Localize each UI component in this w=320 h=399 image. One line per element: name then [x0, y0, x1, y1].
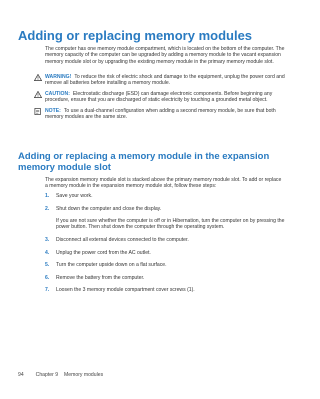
step-text: Save your work.	[56, 193, 93, 199]
step-number: 5.	[45, 262, 50, 268]
step-text: Remove the battery from the computer.	[56, 275, 145, 281]
step-number: 7.	[45, 287, 50, 293]
step-subtext: If you are not sure whether the computer is off or in Hibernation, turn the computer on by pressing the power button. Then shut down the computer through the operating system.	[56, 218, 285, 231]
step-text: Unplug the power cord from the AC outlet.	[56, 250, 151, 256]
caution-icon	[34, 91, 42, 98]
chapter-label: Chapter 9	[35, 372, 59, 378]
section-title: Adding or replacing a memory module in the expansion memory module slot	[18, 151, 270, 173]
page-number: 94	[18, 372, 24, 378]
intro-paragraph: The computer has one memory module compartment, which is located on the bottom of the computer. The memory capacity of the computer can be upgraded by adding a memory module to the vacant expansion memory module slot or by upgrading the existing memory module in the primary memory module slot.	[45, 46, 285, 65]
warning-label: WARNING!	[45, 74, 72, 80]
step-number: 1.	[45, 193, 50, 199]
note-label: NOTE:	[45, 108, 61, 114]
step-number: 6.	[45, 275, 50, 281]
warning-icon	[34, 74, 42, 81]
step-text: Loosen the 3 memory module compartment cover screws (1).	[56, 287, 195, 293]
step-number: 3.	[45, 237, 50, 243]
step-number: 2.	[45, 206, 50, 212]
caution-text	[45, 91, 285, 104]
caution-body: Electrostatic discharge (ESD) can damage electronic components. Before beginning any procedure, ensure that you are discharged of static electricity by touching a grounded metal object.	[45, 91, 273, 104]
note-body: To use a dual-channel configuration when adding a second memory module, be sure that both memory modules are the same size.	[45, 108, 276, 121]
note-text	[45, 108, 285, 121]
step-text: Disconnect all external devices connected to the computer.	[56, 237, 189, 243]
chapter-title: Memory modules	[64, 372, 104, 378]
step-text: Shut down the computer and close the display.	[56, 206, 162, 212]
step-text: Turn the computer upside down on a flat surface.	[56, 262, 167, 268]
page-title: Adding or replacing memory modules	[18, 28, 253, 43]
step-number: 4.	[45, 250, 50, 256]
section-intro: The expansion memory module slot is stacked above the primary memory module slot. To add or replace a memory module in the expansion memory module slot, follow these steps:	[45, 177, 282, 190]
warning-body: To reduce the risk of electric shock and damage to the equipment, unplug the power cord and remove all batteries before installing a memory module.	[45, 74, 285, 87]
note-icon	[34, 108, 42, 115]
page-footer	[18, 372, 109, 378]
warning-text	[45, 74, 285, 87]
caution-label: CAUTION:	[45, 91, 70, 97]
